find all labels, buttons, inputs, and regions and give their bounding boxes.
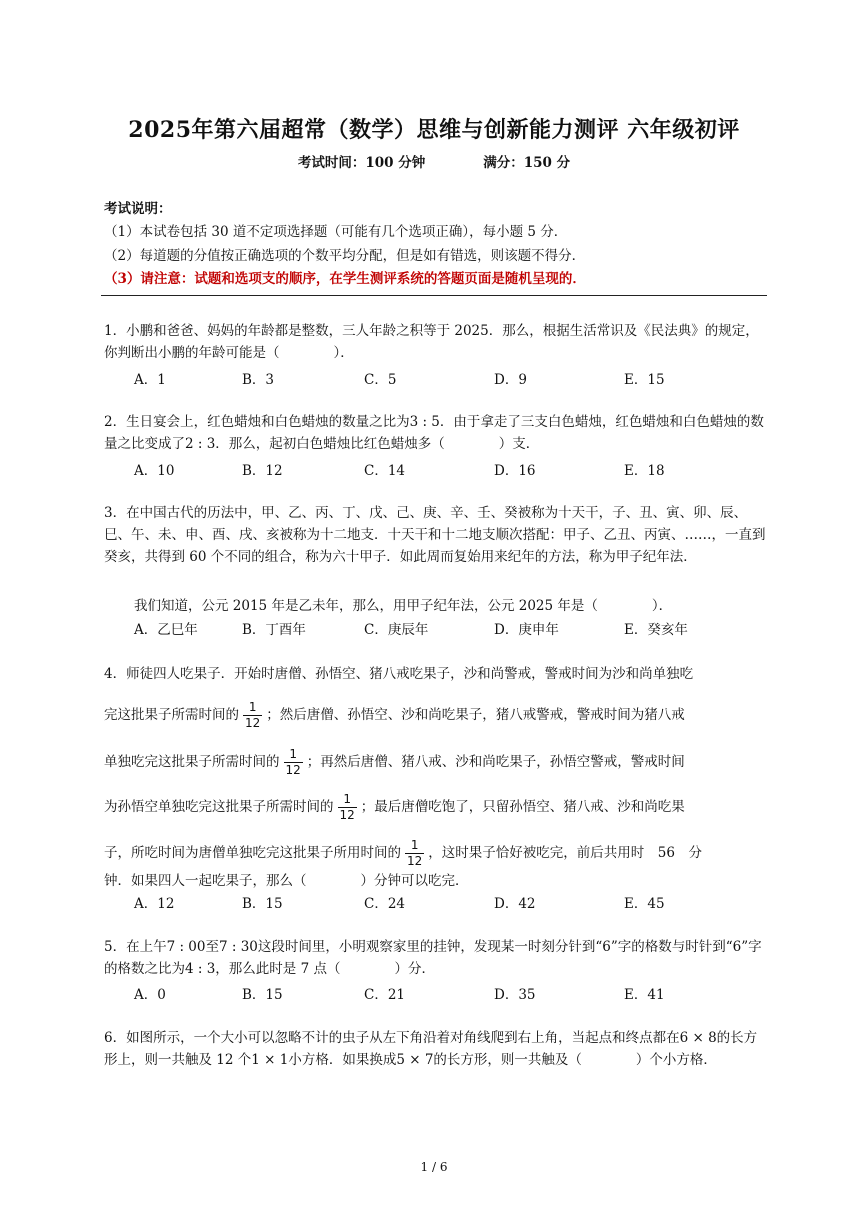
- question-3-prompt: 我们知道，公元 2015 年是乙未年，那么，用甲子纪年法，公元 2025 年是（ ）．: [134, 598, 673, 614]
- question-1: 1．小鹏和爸爸、妈妈的年龄都是整数，三人年龄之积等于 2025．那么，根据生活常识及《民法典》的规定，你判断出小鹏的年龄可能是（ ）．: [104, 323, 759, 361]
- option-a: A．1: [134, 372, 166, 388]
- fraction-numerator: 1: [405, 838, 424, 854]
- option-e: E．41: [624, 987, 665, 1003]
- fraction-numerator: 1: [284, 747, 303, 763]
- note-item: （2）每道题的分值按正确选项的个数平均分配，但是如有错选，则该题不得分．: [104, 248, 586, 264]
- fraction: [405, 838, 424, 869]
- option-d: D．庚申年: [494, 622, 559, 638]
- note-item-warning: （3）请注意：试题和选项支的顺序，在学生测评系统的答题页面是随机呈现的．: [104, 271, 586, 287]
- option-e: E．45: [624, 896, 665, 912]
- option-a: A．乙巳年: [134, 622, 198, 638]
- notes-heading: 考试说明：: [104, 201, 172, 217]
- text-span: ；再然后唐僧、猪八戒、沙和尚吃果子，孙悟空警戒，警戒时间: [306, 754, 685, 770]
- fraction-denominator: 12: [245, 716, 261, 730]
- page-title: 2025年第六届超常（数学）思维与创新能力测评 六年级初评: [128, 117, 740, 143]
- fraction: [243, 700, 262, 731]
- text-span: 子，所吃时间为唐僧单独吃完这批果子所用时间的: [104, 845, 401, 861]
- fraction: [284, 747, 303, 778]
- divider: [101, 295, 767, 296]
- option-e: E．15: [624, 372, 665, 388]
- question-2: 2．生日宴会上，红色蜡烛和白色蜡烛的数量之比为3 : 5．由于拿走了三支白色蜡烛，红色蜡烛和白色蜡烛的数量之比变成了2 : 3．那么，起初白色蜡烛比红色蜡烛多（ ）支．: [104, 414, 764, 452]
- option-c: C．5: [364, 372, 397, 388]
- option-d: D．16: [494, 463, 536, 479]
- text-span: ，这时果子恰好被吃完，前后共用时 56 分: [428, 845, 702, 861]
- question-5: 5．在上午7 : 00至7 : 30这段时间里，小明观察家里的挂钟，发现某一时刻分针到“6”字的格数与时针到“6”字的格数之比为4 : 3，那么此时是 7 点（ ）分．: [104, 939, 762, 977]
- text-span: 完这批果子所需时间的: [104, 707, 239, 723]
- option-c: C．24: [364, 896, 406, 912]
- question-4-line: [104, 838, 768, 869]
- question-4-line: 4．师徒四人吃果子．开始时唐僧、孙悟空、猪八戒吃果子，沙和尚警戒，警戒时间为沙和尚单独吃: [104, 666, 694, 682]
- page-number: 1 / 6: [420, 1160, 448, 1174]
- option-b: B．15: [242, 987, 283, 1003]
- option-b: B．12: [242, 463, 283, 479]
- option-e: E．18: [624, 463, 665, 479]
- option-a: A．10: [134, 463, 175, 479]
- option-d: D．9: [494, 372, 527, 388]
- option-c: C．14: [364, 463, 406, 479]
- question-4-line: [104, 792, 768, 823]
- option-b: B．丁酉年: [242, 622, 306, 638]
- question-3: 3．在中国古代的历法中，甲、乙、丙、丁、戊、己、庚、辛、壬、癸被称为十天干，子、丑、寅、卯、辰、巳、午、未、申、酉、戌、亥被称为十二地支．十天干和十二地支顺次搭配：甲子、乙丑、丙寅、……，一直到癸亥，共得到 60 个不同的组合，称为六十甲子．如此周而复始用来纪年的方法，称为甲子纪年法．: [104, 505, 766, 565]
- exam-meta: [0, 151, 868, 171]
- fraction-numerator: 1: [338, 792, 357, 808]
- text-span: ；然后唐僧、孙悟空、沙和尚吃果子，猪八戒警戒，警戒时间为猪八戒: [266, 707, 685, 723]
- option-a: A．0: [134, 987, 166, 1003]
- question-4-line: 钟．如果四人一起吃果子，那么（ ）分钟可以吃完．: [104, 873, 469, 889]
- note-item: （1）本试卷包括 30 道不定项选择题（可能有几个选项正确），每小题 5 分．: [104, 224, 568, 240]
- option-b: B．3: [242, 372, 275, 388]
- text-span: 单独吃完这批果子所需时间的: [104, 754, 280, 770]
- option-e: E．癸亥年: [624, 622, 688, 638]
- full-score: 满分：150 分: [483, 155, 571, 171]
- question-4-line: [104, 700, 768, 731]
- option-c: C．庚辰年: [364, 622, 429, 638]
- option-c: C．21: [364, 987, 406, 1003]
- fraction-denominator: 12: [285, 763, 301, 777]
- text-span: 为孙悟空单独吃完这批果子所需时间的: [104, 799, 334, 815]
- option-b: B．15: [242, 896, 283, 912]
- option-a: A．12: [134, 896, 175, 912]
- fraction-denominator: 12: [407, 854, 423, 868]
- text-span: ；最后唐僧吃饱了，只留孙悟空、猪八戒、沙和尚吃果: [360, 799, 685, 815]
- fraction-denominator: 12: [339, 808, 355, 822]
- option-d: D．35: [494, 987, 536, 1003]
- exam-time: 考试时间：100 分钟: [297, 155, 426, 171]
- fraction: [338, 792, 357, 823]
- fraction-numerator: 1: [243, 700, 262, 716]
- question-6: 6．如图所示，一个大小可以忽略不计的虫子从左下角沿着对角线爬到右上角，当起点和终点都在6 × 8的长方形上，则一共触及 12 个1 × 1小方格．如果换成5 × 7的长方形，则一共触及（ ）个小方格．: [104, 1030, 758, 1068]
- question-4-line: [104, 747, 768, 778]
- option-d: D．42: [494, 896, 536, 912]
